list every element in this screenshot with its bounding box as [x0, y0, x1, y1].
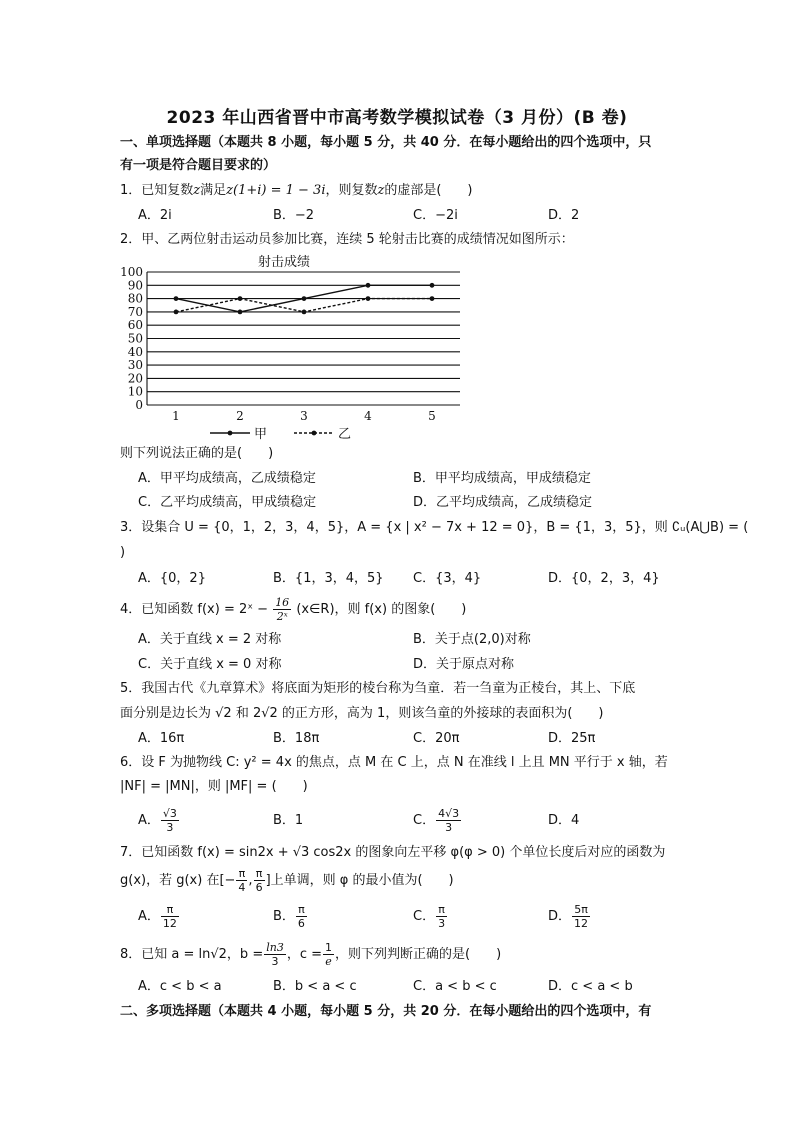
y-tick-label-50: 50 [127, 331, 143, 346]
y-tick-label-70: 70 [127, 304, 143, 319]
y-tick-label-80: 80 [127, 291, 143, 306]
q6-option-d: D．4 [548, 813, 580, 828]
q4-option-c: C．关于直线 x = 0 对称 [138, 657, 282, 672]
q7-option-c: C． $\frac{\pi}{3}$ [413, 903, 446, 930]
series-point-甲-1 [174, 296, 179, 301]
q1-option-a: A．2i [138, 208, 172, 223]
exam-title: 2023 年山西省晋中市高考数学模拟试卷（3 月份）(B 卷) [166, 108, 628, 128]
q2-option-b: B．甲平均成绩高，甲成绩稳定 [413, 471, 591, 486]
x-tick-label-4: 4 [364, 409, 372, 423]
q2-question: 则下列说法正确的是( ) [120, 446, 274, 461]
q4-option-b: B．关于点(2,0)对称 [413, 632, 531, 647]
y-tick-label-0: 0 [135, 398, 143, 412]
q5-option-b: B．18π [273, 731, 320, 746]
q4-option-d: D．关于原点对称 [413, 657, 515, 672]
q6-option-b: B．1 [273, 813, 304, 828]
q4-option-a: A．关于直线 x = 2 对称 [138, 632, 282, 647]
q7-option-a: A． $\frac{\pi}{12}$ [138, 903, 177, 930]
series-point-乙-3 [302, 310, 307, 315]
q4-fraction: $\frac{16}{\text{2ˣ}}$ [275, 596, 290, 623]
legend-label-乙: 乙 [338, 427, 352, 442]
y-tick-label-90: 90 [127, 278, 143, 293]
x-tick-label-1: 1 [172, 409, 180, 423]
chart-title: 射击成绩 [258, 255, 311, 270]
q7-option-d: D． $\frac{5\pi}{12}$ [548, 903, 589, 930]
series-point-甲-4 [366, 283, 371, 288]
q1-option-c: C．−2i [413, 208, 458, 223]
q7-option-b: B． $\frac{\pi}{6}$ [273, 903, 305, 930]
legend-label-甲: 甲 [254, 427, 268, 442]
q2-option-c: C．乙平均成绩高，甲成绩稳定 [138, 495, 317, 510]
series-point-乙-5 [430, 296, 435, 301]
q3-option-a: A．{0，2} [138, 571, 206, 586]
legend-marker-甲 [228, 431, 233, 436]
q5-stem-line2: 面分别是边长为 √2 和 2√2 的正方形，高为 1，则该刍童的外接球的表面积为( ) [120, 706, 604, 721]
q6-option-c: C． $\frac{4√3}{3}$ [413, 807, 460, 834]
y-tick-label-30: 30 [127, 358, 143, 373]
section2-heading: 二、多项选择题（本题共 4 小题，每小题 5 分，共 20 分．在每小题给出的四个选项中，有 [120, 1004, 652, 1019]
q8-option-d: D．c < a < b [548, 979, 633, 994]
section1-heading-line2: 有一项是符合题目要求的） [120, 158, 277, 173]
q8-option-c: C．a < b < c [413, 979, 497, 994]
q7-stem-line2: g(x)，若 g(x) 在[− $\frac{\pi}{4}$ , $\frac{\pi}{6}$ ]上单调，则 φ 的最小值为( ) [120, 867, 454, 894]
x-tick-label-2: 2 [236, 409, 244, 423]
series-point-乙-4 [366, 296, 371, 301]
q2-option-d: D．乙平均成绩高，乙成绩稳定 [413, 495, 593, 510]
series-point-甲-2 [238, 310, 243, 315]
q1-option-d: D．2 [548, 208, 580, 223]
q2-option-a: A．甲平均成绩高，乙成绩稳定 [138, 471, 316, 486]
x-tick-label-3: 3 [300, 409, 308, 423]
legend-marker-乙 [312, 431, 317, 436]
q5-option-a: A．16π [138, 731, 185, 746]
q7-stem-line1: 7．已知函数 f(x) = sin2x + √3 cos2x 的图象向左平移 φ(φ > 0) 个单位长度后对应的函数为 [120, 845, 666, 860]
q1-option-b: B．−2 [273, 208, 315, 223]
series-point-甲-5 [430, 283, 435, 288]
q8-stem: 8．已知 a = ln√2，b = $\frac{\ln 3}{3}$ ，c = $\frac{1}{e}$ ，则下列判断正确的是( ) [120, 941, 502, 968]
q6-option-a: A． $\frac{√3}{3}$ [138, 807, 177, 834]
x-tick-label-5: 5 [428, 409, 436, 423]
series-point-乙-1 [174, 310, 179, 315]
q3-option-d: D．{0，2，3，4} [548, 571, 660, 586]
section1-heading-line1: 一、单项选择题（本题共 8 小题，每小题 5 分，共 40 分．在每小题给出的四个选项中，只 [120, 135, 652, 150]
q5-option-c: C．20π [413, 731, 460, 746]
q3-stem-line2: ) [120, 545, 126, 560]
shooting-score-chart [112, 250, 472, 445]
q1-stem: 1．已知复数z满足z(1+i) = 1 − 3i，则复数z的虚部是( ) [120, 183, 473, 198]
q2-stem: 2．甲、乙两位射击运动员参加比赛，连续 5 轮射击比赛的成绩情况如图所示： [120, 232, 574, 247]
y-tick-label-20: 20 [127, 371, 143, 386]
q8-option-a: A．c < b < a [138, 979, 222, 994]
q4-stem: 4．已知函数 f(x) = 2ˣ − $\frac{16}{\text{2ˣ}}$ (x∈R)，则 f(x) 的图象( ) [120, 596, 467, 623]
q8-option-b: B．b < a < c [273, 979, 357, 994]
q3-stem-line1: 3．设集合 U = {0，1，2，3，4，5}，A = {x | x² − 7x + 12 = 0}，B = {1，3，5}，则 ∁ᵤ(A⋃B) = ( [120, 520, 749, 535]
series-point-乙-2 [238, 296, 243, 301]
q3-option-c: C．{3，4} [413, 571, 482, 586]
q6-stem-line1: 6．设 F 为抛物线 C: y² = 4x 的焦点，点 M 在 C 上，点 N 在准线 l 上且 MN 平行于 x 轴，若 [120, 755, 668, 770]
series-point-甲-3 [302, 296, 307, 301]
q5-option-d: D．25π [548, 731, 596, 746]
q5-stem-line1: 5．我国古代《九章算术》将底面为矩形的棱台称为刍童．若一刍童为正棱台，其上、下底 [120, 681, 636, 696]
y-tick-label-100: 100 [120, 265, 143, 279]
y-tick-label-60: 60 [127, 318, 143, 333]
q3-option-b: B．{1，3，4，5} [273, 571, 384, 586]
q6-stem-line2: |NF| = |MN|，则 |MF| = ( ) [120, 779, 308, 794]
y-tick-label-10: 10 [127, 384, 143, 399]
y-tick-label-40: 40 [127, 344, 143, 359]
